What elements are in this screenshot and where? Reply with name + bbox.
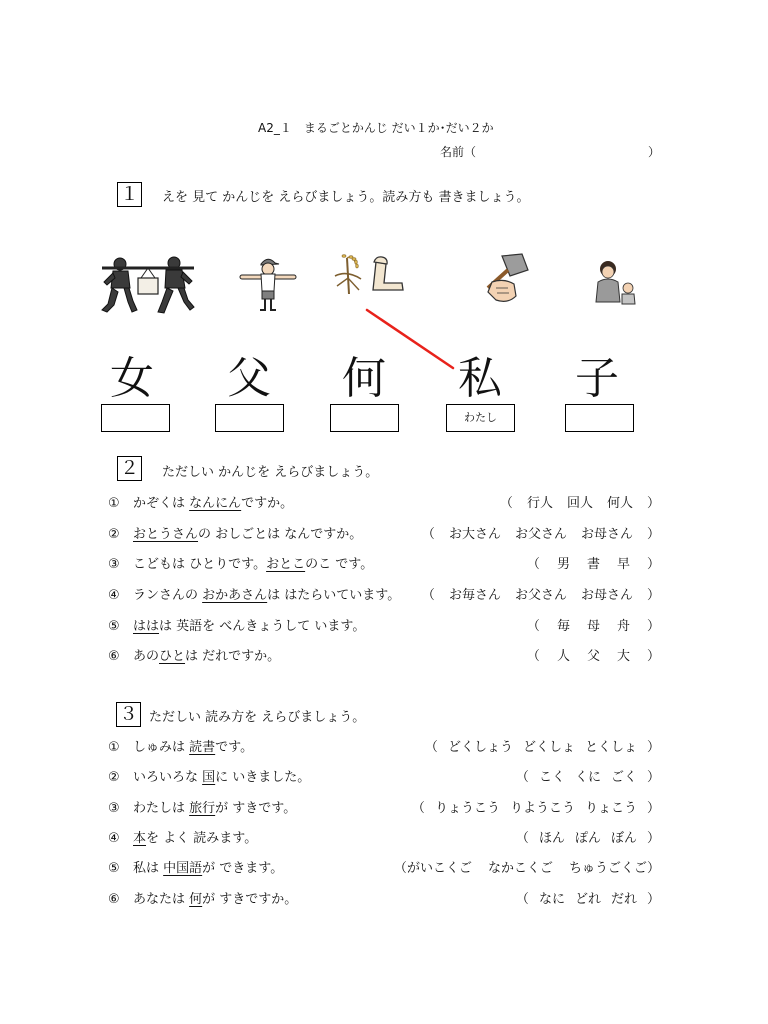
question-number: ⑤ [108, 619, 120, 634]
paren-close: ） [646, 649, 660, 664]
underlined-word: 本 [133, 831, 147, 846]
choice: 母 [586, 619, 600, 634]
sentence-text: しゅみは [133, 740, 190, 755]
section-2-instruction: ただしい かんじを えらびましょう。 [162, 465, 379, 480]
question-number: ⑥ [108, 892, 120, 907]
paren-close: ） [646, 557, 660, 572]
choice: なかこくご [487, 861, 553, 876]
paren-open: （ [499, 496, 513, 511]
paren-open: （ [526, 619, 540, 634]
choice: こく [538, 770, 565, 785]
reading-answer-box-5 [565, 404, 634, 432]
choice: どくしょ [522, 740, 575, 755]
answer-choices [412, 799, 660, 819]
question-number: ③ [108, 801, 120, 816]
choice: りようこう [509, 801, 575, 816]
question-sentence [133, 527, 362, 542]
name-label: 名前（ [440, 145, 477, 159]
sentence-text: 私は [133, 861, 164, 876]
question-sentence [133, 801, 296, 816]
section-2-number-box: ２ [117, 456, 142, 481]
paren-close: ） [646, 619, 660, 634]
underlined-word: ひと [159, 649, 186, 664]
choice: とくしょ [584, 740, 637, 755]
underlined-word: はは [133, 619, 160, 634]
paren-open: （ [393, 861, 407, 876]
choice: お大さん [448, 527, 501, 542]
sentence-text: が できます。 [202, 861, 284, 876]
sentence-text: に いきました。 [215, 770, 311, 785]
question-sentence [133, 588, 400, 603]
paren-open: （ [515, 892, 529, 907]
section-3-question-3 [108, 799, 660, 819]
sentence-text: あなたは [133, 892, 190, 907]
choice: くに [574, 770, 601, 785]
section-3-question-6 [108, 890, 660, 910]
illustration-people-carrying-load [98, 252, 198, 316]
underlined-word: 何 [189, 892, 203, 907]
paren-close: ） [646, 588, 660, 603]
question-sentence [133, 619, 365, 634]
paren-close: ） [646, 861, 660, 876]
answer-choices [516, 829, 660, 849]
question-number: ② [108, 770, 120, 785]
choice: お毎さん [448, 588, 501, 603]
kanji-card-4: 私 [458, 353, 502, 404]
paren-open: （ [424, 740, 438, 755]
paren-close: ） [646, 740, 660, 755]
answer-choices [527, 555, 660, 575]
question-sentence [133, 740, 253, 755]
section-3-number-box: ３ [116, 702, 141, 727]
paren-close: ） [646, 527, 660, 542]
choice: りょうこう [434, 801, 500, 816]
choice: 何人 [606, 496, 633, 511]
paren-close: ） [646, 892, 660, 907]
choice: 回人 [566, 496, 593, 511]
choice: ほん [538, 831, 565, 846]
kanji-card-5: 子 [575, 353, 619, 404]
question-sentence [133, 649, 280, 664]
question-sentence [133, 557, 373, 572]
section-2-question-1 [108, 494, 660, 514]
sentence-text: は はたらいています。 [267, 588, 401, 603]
paren-open: （ [526, 649, 540, 664]
paren-close: ） [646, 801, 660, 816]
reading-answer-box-2 [215, 404, 284, 432]
kanji-card-3: 何 [342, 353, 386, 404]
illustration-rice-plant-and-arm [332, 252, 408, 298]
choice: 舟 [616, 619, 630, 634]
illustration-mother-and-child [592, 258, 642, 308]
answer-choices [425, 738, 660, 758]
choice: どくしょう [447, 740, 513, 755]
question-sentence [133, 861, 283, 876]
paren-open: （ [421, 527, 435, 542]
choice: お母さん [580, 527, 633, 542]
choice: お母さん [580, 588, 633, 603]
underlined-word: 国 [202, 770, 216, 785]
underlined-word: なんにん [189, 496, 242, 511]
question-number: ⑤ [108, 861, 120, 876]
question-sentence [133, 496, 293, 511]
answer-choices [516, 768, 660, 788]
underlined-word: 読書 [189, 740, 216, 755]
reading-answer-box-4: わたし [446, 404, 515, 432]
answer-choices [422, 525, 660, 545]
question-sentence [133, 770, 310, 785]
choice: 大 [616, 649, 630, 664]
illustration-person-arms-outstretched [238, 255, 298, 313]
section-3-instruction: ただしい 読み方を えらびましょう。 [149, 710, 366, 725]
sentence-text: かぞくは [133, 496, 190, 511]
underlined-word: おとうさん [133, 527, 199, 542]
section-2-question-4 [108, 586, 660, 606]
underlined-word: 中国語 [163, 861, 203, 876]
name-field-close: ） [648, 145, 661, 159]
choice: 男 [556, 557, 570, 572]
paren-open: （ [515, 770, 529, 785]
choice: 早 [616, 557, 630, 572]
paren-close: ） [646, 831, 660, 846]
sentence-text: いろいろな [133, 770, 203, 785]
choice: りょこう [584, 801, 637, 816]
question-number: ① [108, 496, 120, 511]
question-number: ② [108, 527, 120, 542]
choice: ぼん [610, 831, 637, 846]
paren-open: （ [526, 557, 540, 572]
section-2-question-3 [108, 555, 660, 575]
choice: お父さん [514, 588, 567, 603]
section-3-question-4 [108, 829, 660, 849]
underlined-word: おかあさん [202, 588, 268, 603]
choice: だれ [610, 892, 637, 907]
paren-open: （ [411, 801, 425, 816]
sentence-text: が すきです。 [215, 801, 297, 816]
paren-open: （ [421, 588, 435, 603]
section-3-question-5 [108, 859, 660, 879]
underlined-word: おとこ [266, 557, 306, 572]
question-sentence [133, 892, 297, 907]
sentence-text: は 英語を べんきょうして います。 [159, 619, 366, 634]
sentence-text: ですか。 [241, 496, 294, 511]
choice: ちゅうごくご [568, 861, 647, 876]
section-3-question-1 [108, 738, 660, 758]
answer-choices [527, 647, 660, 667]
choice: 行人 [526, 496, 553, 511]
kanji-card-1: 女 [110, 353, 154, 404]
sentence-text: あの [133, 649, 160, 664]
paren-close: ） [646, 770, 660, 785]
choice: ごく [610, 770, 637, 785]
answer-choices [527, 617, 660, 637]
worksheet-title: A2_１ まるごとかんじ だい１か･だい２か [258, 121, 494, 135]
answer-choices [516, 890, 660, 910]
question-number: ④ [108, 831, 120, 846]
question-sentence [133, 831, 257, 846]
choice: がいこくご [406, 861, 472, 876]
choice: なに [538, 892, 565, 907]
reading-answer-box-1 [101, 404, 170, 432]
section-1-instruction: えを 見て かんじを えらびましょう。読み方も 書きましょう。 [162, 190, 530, 205]
choice: ぽん [574, 831, 601, 846]
section-1-number-box: １ [117, 182, 142, 207]
answer-choices [422, 586, 660, 606]
section-3-question-2 [108, 768, 660, 788]
sentence-text: を よく 読みます。 [146, 831, 258, 846]
underlined-word: 旅行 [189, 801, 216, 816]
choice: 人 [556, 649, 570, 664]
section-2-question-5 [108, 617, 660, 637]
sentence-text: が すきですか。 [202, 892, 298, 907]
section-2-question-6 [108, 647, 660, 667]
illustration-hand-holding-axe [478, 252, 534, 308]
kanji-card-2: 父 [227, 353, 271, 404]
question-number: ④ [108, 588, 120, 603]
sentence-text: のこ です。 [305, 557, 374, 572]
answer-choices [500, 494, 660, 514]
answer-choices [394, 859, 660, 879]
section-2-question-2 [108, 525, 660, 545]
question-number: ⑥ [108, 649, 120, 664]
choice: 父 [586, 649, 600, 664]
choice: どれ [574, 892, 601, 907]
reading-answer-box-3 [330, 404, 399, 432]
paren-close: ） [646, 496, 660, 511]
sentence-text: は だれですか。 [185, 649, 281, 664]
sentence-text: わたしは [133, 801, 190, 816]
paren-open: （ [515, 831, 529, 846]
sentence-text: こどもは ひとりです。 [133, 557, 267, 572]
sentence-text: ランさんの [133, 588, 203, 603]
question-number: ① [108, 740, 120, 755]
sentence-text: です。 [215, 740, 254, 755]
choice: 書 [586, 557, 600, 572]
choice: 毎 [556, 619, 570, 634]
question-number: ③ [108, 557, 120, 572]
sentence-text: の おしごとは なんですか。 [198, 527, 363, 542]
choice: お父さん [514, 527, 567, 542]
